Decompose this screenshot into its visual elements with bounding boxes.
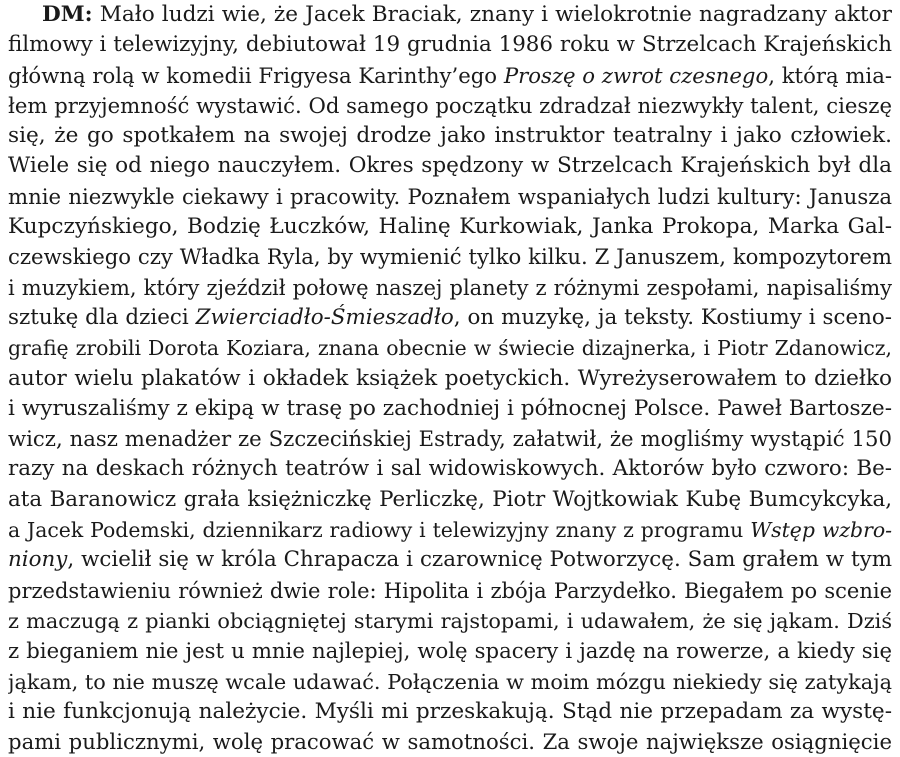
text-line [8, 667, 892, 697]
text-segment: , którą mia- [768, 62, 892, 88]
text-segment: , on muzykę, ja teksty. Kostiumy i sceno- [453, 304, 892, 330]
text-segment: z maczugą z pianki obciągniętej starymi rajstopami, i udawałem, że się jąkam. Dziś [8, 608, 892, 633]
text-line [8, 91, 892, 121]
text-line [8, 212, 892, 242]
text-line [8, 333, 892, 363]
text-line [8, 424, 892, 454]
text-segment: sztukę dla dzieci [8, 304, 196, 330]
text-line [8, 727, 892, 757]
text-segment: czewskiego czy Władka Ryla, by wymienić tylko kilku. Z Januszem, kompozytorem [8, 244, 892, 270]
speaker-label: DM: [42, 2, 93, 27]
text-line [8, 0, 892, 30]
text-segment: filmowy i telewizyjny, debiutował 19 grudnia 1986 roku w Strzelcach Krajeńskich [8, 32, 892, 58]
text-segment: i muzykiem, który zjeździł połowę naszej planety z różnymi zespołami, napisaliśmy [8, 275, 892, 300]
text-line [8, 151, 892, 181]
text-segment: Wiele się od niego nauczyłem. Okres spędzony w Strzelcach Krajeńskich był dla [8, 153, 892, 179]
text-line [8, 121, 892, 151]
text-line [8, 485, 892, 515]
text-line [8, 515, 892, 545]
text-segment: Mało ludzi wie, że Jacek Braciak, znany i wielokrotnie nagradzany aktor [92, 2, 892, 27]
italic-title: Proszę o zwrot czesnego [503, 62, 769, 88]
text-segment: ata Baranowicz grała księżniczkę Perliczkę, Piotr Wojtkowiak Kubę Bumcykcyka, [8, 486, 892, 512]
text-segment: z bieganiem nie jest u mnie najlepiej, wolę spacery i jazdę na rowerze, a kiedy się [8, 638, 892, 664]
text-segment: a Jacek Podemski, dziennikarz radiowy i telewizyjny znany z programu [8, 518, 751, 543]
text-segment: mnie niezwykle ciekawy i pracowity. Poznałem wspaniałych ludzi kultury: Janusza [8, 183, 892, 209]
text-segment: i nie funkcjonują należycie. Myśli mi przeskakują. Stąd nie przepadam za wystę- [8, 698, 892, 724]
text-line [8, 30, 892, 60]
text-line [8, 576, 892, 606]
text-line [8, 61, 892, 91]
text-segment: jąkam, to nie muszę wcale udawać. Połączenia w moim mózgu niekiedy się zatykają [8, 669, 892, 694]
italic-title: Wstęp wzbro- [750, 518, 892, 543]
text-segment: grafię zrobili Dorota Koziara, znana obecnie w świecie dizajnerka, i Piotr Zdanowicz, [8, 336, 892, 361]
text-segment: autor wielu plakatów i okładek książek poetyckich. Wyreżyserowałem to dziełko [8, 365, 892, 391]
text-segment: łem przyjemność wystawić. Od samego początku zdradzał niezwykły talent, cieszę [8, 92, 892, 118]
text-segment: się, że go spotkałem na swojej drodze jako instruktor teatralny i jako człowiek. [8, 123, 892, 149]
text-line [8, 394, 892, 424]
text-segment: pami publicznymi, wolę pracować w samotności. Za swoje największe osiągnięcie [8, 729, 892, 755]
text-segment: Kupczyńskiego, Bodzię Łuczków, Halinę Kurkowiak, Janka Prokopa, Marka Gal- [8, 214, 892, 240]
text-line [8, 697, 892, 727]
text-line [8, 364, 892, 394]
text-segment: wicz, nasz menadżer ze Szczecińskiej Estrady, załatwił, że mogliśmy wystąpić 150 [8, 426, 892, 452]
text-line [8, 454, 892, 484]
interview-text [8, 0, 892, 757]
text-segment: główną rolą w komedii Frigyesa Karinthy’ego [8, 62, 504, 88]
italic-title: Zwierciadło-Śmieszadło [195, 304, 454, 330]
text-line [8, 182, 892, 212]
text-segment: przedstawieniu również dwie role: Hipolita i zbója Parzydełko. Biegałem po scenie [8, 578, 892, 603]
text-segment: razy na deskach różnych teatrów i sal widowiskowych. Aktorów było czworo: Be- [8, 456, 892, 482]
text-line [8, 273, 892, 303]
text-segment: , wcielił się w króla Chrapacza i czarownicę Potworzycę. Sam grałem w tym [67, 547, 892, 573]
text-line [8, 606, 892, 636]
text-segment: i wyruszaliśmy z ekipą w trasę po zachodniej i północnej Polsce. Paweł Bartosze- [8, 395, 892, 421]
text-line [8, 242, 892, 272]
text-line [8, 636, 892, 666]
text-line [8, 303, 892, 333]
italic-title: niony [8, 547, 68, 573]
text-line [8, 545, 892, 575]
